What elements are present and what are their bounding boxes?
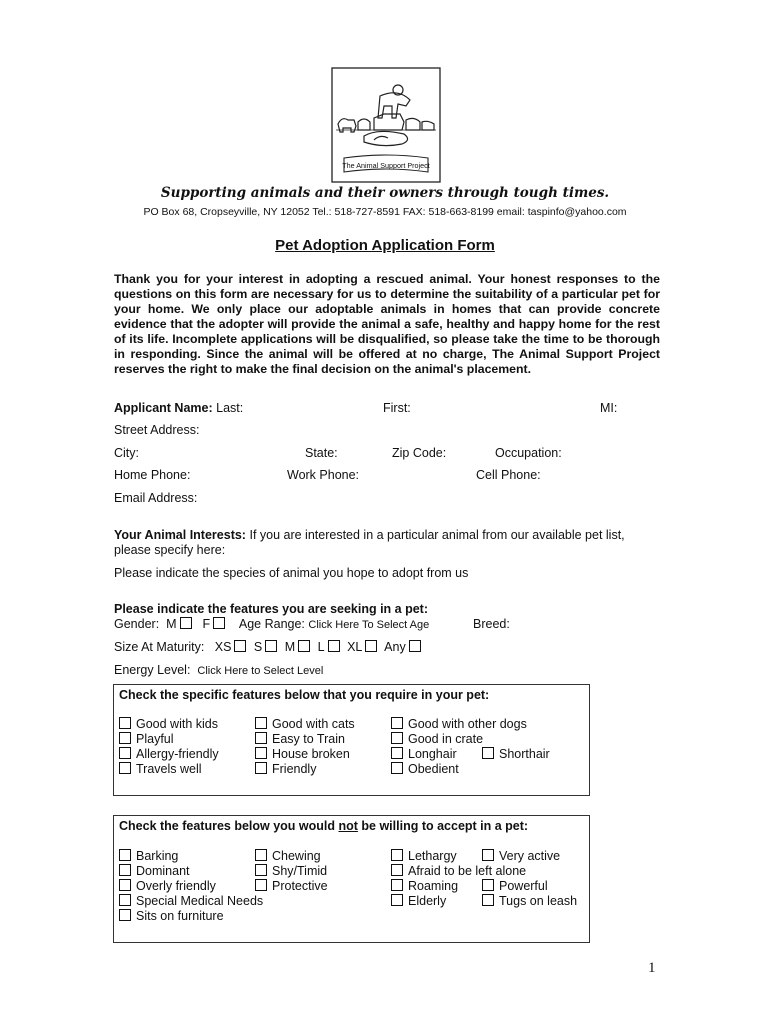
checkbox[interactable]: [255, 864, 267, 876]
option-label: Good with cats: [272, 717, 355, 731]
checkbox[interactable]: [255, 849, 267, 861]
reject-option[interactable]: [119, 894, 263, 908]
size-s-checkbox[interactable]: [265, 640, 277, 652]
option-label: Easy to Train: [272, 732, 345, 746]
size-xs-checkbox[interactable]: [234, 640, 246, 652]
first-name-label[interactable]: First:: [383, 401, 411, 415]
option-label: Very active: [499, 849, 561, 863]
checkbox[interactable]: [391, 864, 403, 876]
age-range-select[interactable]: Click Here To Select Age: [308, 619, 430, 631]
zip-code-label[interactable]: Zip Code:: [392, 446, 447, 460]
checkbox[interactable]: [255, 732, 267, 744]
require-option[interactable]: [255, 717, 355, 731]
require-option[interactable]: [391, 762, 459, 776]
reject-option[interactable]: [255, 849, 321, 863]
option-label: Playful: [136, 732, 174, 746]
reject-option[interactable]: [482, 849, 560, 863]
reject-option[interactable]: [391, 894, 446, 908]
energy-level-label: Energy Level:: [114, 663, 191, 677]
size-m-checkbox[interactable]: [298, 640, 310, 652]
middle-initial-label[interactable]: MI:: [600, 401, 618, 415]
applicant-name-row: [114, 401, 243, 415]
size-l-label: L: [317, 640, 325, 654]
page-number: 1: [648, 960, 656, 976]
checkbox[interactable]: [119, 762, 131, 774]
option-label: Friendly: [272, 762, 317, 776]
reject-option[interactable]: [119, 879, 216, 893]
animal-interests-text: If you are interested in a particular animal from our available pet list,: [249, 528, 625, 542]
state-label[interactable]: State:: [305, 446, 338, 460]
require-option[interactable]: [255, 732, 345, 746]
features-heading: Please indicate the features you are seeking in a pet:: [114, 602, 429, 616]
reject-option[interactable]: [482, 879, 548, 893]
organization-logo: [328, 66, 444, 184]
reject-option[interactable]: [119, 864, 190, 878]
checkbox[interactable]: [119, 849, 131, 861]
require-option[interactable]: [482, 747, 550, 761]
checkbox[interactable]: [119, 909, 131, 921]
contact-address: PO Box 68, Cropseyville, NY 12052 Tel.: 518-727-8591 FAX: 518-663-8199 email: taspinfo@yahoo.com: [143, 206, 627, 218]
option-label: Shorthair: [499, 747, 550, 761]
option-label: Shy/Timid: [272, 864, 328, 878]
checkbox[interactable]: [482, 879, 494, 891]
unacceptable-features-heading: [119, 819, 528, 833]
checkbox[interactable]: [391, 849, 403, 861]
option-label: Lethargy: [408, 849, 457, 863]
checkbox[interactable]: [119, 864, 131, 876]
heading-part: Check the features below you would: [119, 819, 339, 833]
option-label: Good with kids: [136, 717, 218, 731]
checkbox[interactable]: [255, 747, 267, 759]
checkbox[interactable]: [119, 879, 131, 891]
size-any-label: Any: [384, 640, 406, 654]
require-option[interactable]: [255, 762, 316, 776]
require-option[interactable]: [119, 747, 219, 761]
require-option[interactable]: [391, 717, 527, 731]
cell-phone-label[interactable]: Cell Phone:: [476, 468, 541, 482]
gender-label: Gender:: [114, 617, 160, 631]
option-label: Barking: [136, 849, 179, 863]
unacceptable-features-box: [113, 815, 590, 943]
checkbox[interactable]: [119, 732, 131, 744]
size-m-label: M: [284, 640, 296, 654]
checkbox[interactable]: [391, 717, 403, 729]
checkbox[interactable]: [391, 879, 403, 891]
checkbox[interactable]: [482, 849, 494, 861]
age-range-label: Age Range:: [238, 617, 305, 631]
heading-part: be willing to accept in a pet:: [357, 819, 529, 833]
require-option[interactable]: [391, 732, 483, 746]
energy-row: [114, 663, 323, 677]
checkbox[interactable]: [391, 747, 403, 759]
checkbox[interactable]: [482, 747, 494, 759]
logo-text: The Animal Support Project: [342, 161, 430, 170]
gender-m-label: M: [166, 617, 177, 631]
checkbox[interactable]: [119, 717, 131, 729]
form-title: Pet Adoption Application Form: [275, 237, 495, 254]
option-label: Tugs on leash: [499, 894, 578, 908]
checkbox[interactable]: [255, 879, 267, 891]
animal-interests-row: [114, 528, 625, 542]
option-label: Afraid to be left alone: [408, 864, 527, 878]
specify-here-label[interactable]: please specify here:: [114, 543, 226, 557]
size-any-checkbox[interactable]: [409, 640, 421, 652]
email-address-label[interactable]: Email Address:: [114, 491, 198, 505]
reject-option[interactable]: [391, 879, 458, 893]
required-features-box: [113, 684, 590, 796]
require-option[interactable]: [119, 762, 202, 776]
required-features-heading: Check the specific features below that you require in your pet:: [119, 688, 490, 702]
animal-interests-label: Your Animal Interests:: [114, 528, 246, 542]
checkbox[interactable]: [119, 747, 131, 759]
species-prompt[interactable]: Please indicate the species of animal you hope to adopt from us: [114, 566, 469, 580]
reject-option[interactable]: [255, 879, 328, 893]
reject-option[interactable]: [119, 849, 178, 863]
checkbox[interactable]: [391, 762, 403, 774]
reject-option[interactable]: [482, 894, 577, 908]
checkbox[interactable]: [391, 894, 403, 906]
applicant-name-label: Applicant Name:: [114, 401, 213, 415]
reject-option[interactable]: [255, 864, 327, 878]
gender-f-checkbox[interactable]: [213, 617, 225, 629]
city-label[interactable]: City:: [114, 446, 139, 460]
street-address-label[interactable]: Street Address:: [114, 423, 200, 437]
option-label: Good in crate: [408, 732, 484, 746]
gender-row: [114, 617, 429, 631]
home-phone-label[interactable]: Home Phone:: [114, 468, 191, 482]
size-label: Size At Maturity:: [114, 640, 205, 654]
require-option[interactable]: [255, 747, 350, 761]
option-label: Travels well: [136, 762, 202, 776]
option-label: House broken: [272, 747, 350, 761]
checkbox[interactable]: [391, 732, 403, 744]
checkbox[interactable]: [119, 894, 131, 906]
option-label: Sits on furniture: [136, 909, 224, 923]
work-phone-label[interactable]: Work Phone:: [287, 468, 360, 482]
reject-option[interactable]: [391, 864, 526, 878]
option-label: Obedient: [408, 762, 459, 776]
occupation-label[interactable]: Occupation:: [495, 446, 562, 460]
option-label: Special Medical Needs: [136, 894, 264, 908]
reject-option[interactable]: [119, 909, 224, 923]
size-xl-label: XL: [347, 640, 363, 654]
checkbox[interactable]: [482, 894, 494, 906]
breed-label[interactable]: Breed:: [473, 617, 510, 631]
require-option[interactable]: [119, 717, 218, 731]
option-label: Elderly: [408, 894, 447, 908]
gender-m-checkbox[interactable]: [180, 617, 192, 629]
option-label: Longhair: [408, 747, 457, 761]
checkbox[interactable]: [255, 717, 267, 729]
size-l-checkbox[interactable]: [328, 640, 340, 652]
gender-f-label: F: [202, 617, 211, 631]
tagline: Supporting animals and their owners through tough times.: [160, 185, 610, 201]
size-xl-checkbox[interactable]: [365, 640, 377, 652]
energy-level-select[interactable]: Click Here to Select Level: [197, 665, 324, 677]
option-label: Dominant: [136, 864, 190, 878]
checkbox[interactable]: [255, 762, 267, 774]
last-name-label[interactable]: Last:: [216, 401, 244, 415]
require-option[interactable]: [119, 732, 174, 746]
option-label: Chewing: [272, 849, 321, 863]
intro-paragraph: Thank you for your interest in adopting a rescued animal. Your honest responses to the questions on this form are necessary for us to determine the suitability of a particular pet for your home. We only place our adoptable animals in homes that can provide concrete evidence that the adopter will provide the animal a safe, healthy and happy home for the rest of its life. Incomplete applications will be disqualified, so please take the time to be thorough in responding. Since the animal will be offered at no charge, The Animal Support Project reserves the right to make the final decision on the animal's placement.: [114, 272, 660, 376]
require-option[interactable]: [391, 747, 457, 761]
option-label: Roaming: [408, 879, 459, 893]
option-label: Powerful: [499, 879, 548, 893]
size-row: [114, 640, 425, 654]
option-label: Protective: [272, 879, 328, 893]
heading-not: not: [338, 819, 358, 833]
option-label: Allergy-friendly: [136, 747, 219, 761]
size-s-label: S: [253, 640, 263, 654]
reject-option[interactable]: [391, 849, 457, 863]
size-xs-label: XS: [214, 640, 232, 654]
option-label: Good with other dogs: [408, 717, 527, 731]
option-label: Overly friendly: [136, 879, 216, 893]
